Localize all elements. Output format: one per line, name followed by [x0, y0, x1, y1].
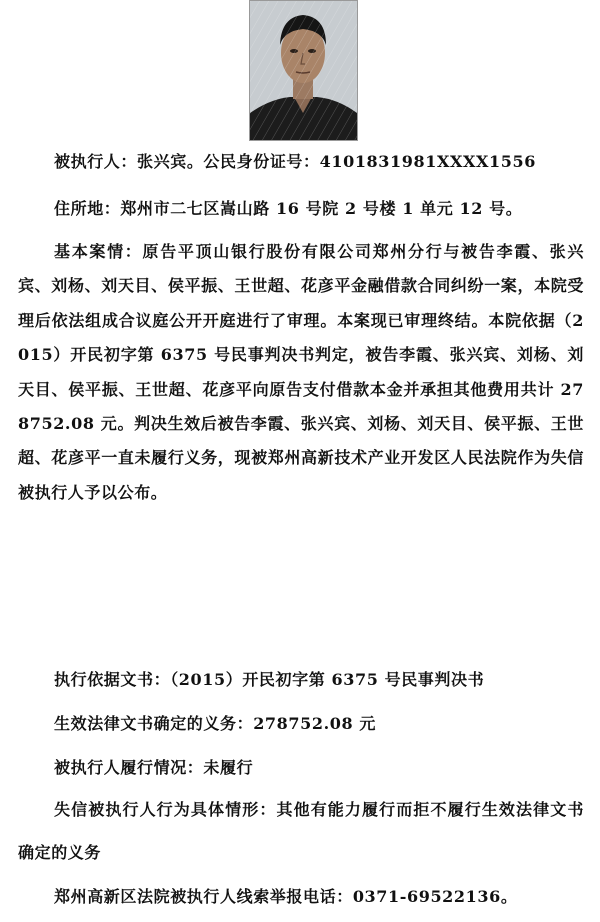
debtor-name: 张兴宾。 [137, 152, 204, 171]
performance-value: 未履行 [203, 758, 254, 777]
hotline-line [54, 884, 517, 907]
id-number: 4101831981XXXX1556 [319, 152, 536, 171]
address-value: 郑州市二七区嵩山路 16 号院 2 号楼 1 单元 12 号。 [120, 199, 523, 218]
id-number-label: 公民身份证号： [203, 152, 320, 171]
debtor-line [54, 149, 536, 172]
execution-basis-label: 执行依据文书： [54, 670, 171, 689]
dishonest-behavior [18, 788, 584, 874]
address-line [54, 196, 522, 219]
person-photo [249, 0, 358, 141]
case-summary-text: 原告平顶山银行股份有限公司郑州分行与被告李霞、张兴宾、刘杨、刘天目、侯平振、王世超、花彦平金融借款合同纠纷一案，本院受理后依法组成合议庭公开开庭进行了审理。本案现已审理终结。本院依据（2015）开民初字第 6375 号民事判决书判定，被告李霞、张兴宾、刘杨、刘天目、侯平振、王世超、花彦平向原告支付借款本金并承担其他费用共计 278752.08 元。判决生效后被告李霞、张兴宾、刘杨、刘天目、侯平振、王世超、花彦平一直未履行义务，现被郑州高新技术产业开发区人民法院作为失信被执行人予以公布。 [18, 242, 584, 502]
obligation-line [54, 711, 376, 734]
debtor-name-label: 被执行人： [54, 152, 138, 171]
behavior-label: 失信被执行人行为具体情形： [54, 800, 277, 819]
case-summary-label: 基本案情： [54, 242, 143, 261]
execution-basis-line [54, 667, 484, 690]
execution-basis-value: （2015）开民初字第 6375 号民事判决书 [170, 670, 485, 689]
obligation-label: 生效法律文书确定的义务： [54, 714, 254, 733]
performance-label: 被执行人履行情况： [54, 758, 204, 777]
case-summary [18, 235, 584, 510]
hotline-label: 郑州高新区法院被执行人线索举报电话： [54, 887, 353, 906]
address-label: 住所地： [54, 199, 121, 218]
obligation-value: 278752.08 元 [253, 714, 377, 733]
hotline-number: 0371-69522136。 [352, 887, 518, 906]
person-photo-icon [250, 1, 357, 140]
performance-line [54, 755, 253, 778]
behavior-value: 其他有能力履行而拒不履行生效法律文书确定的义务 [18, 800, 584, 862]
